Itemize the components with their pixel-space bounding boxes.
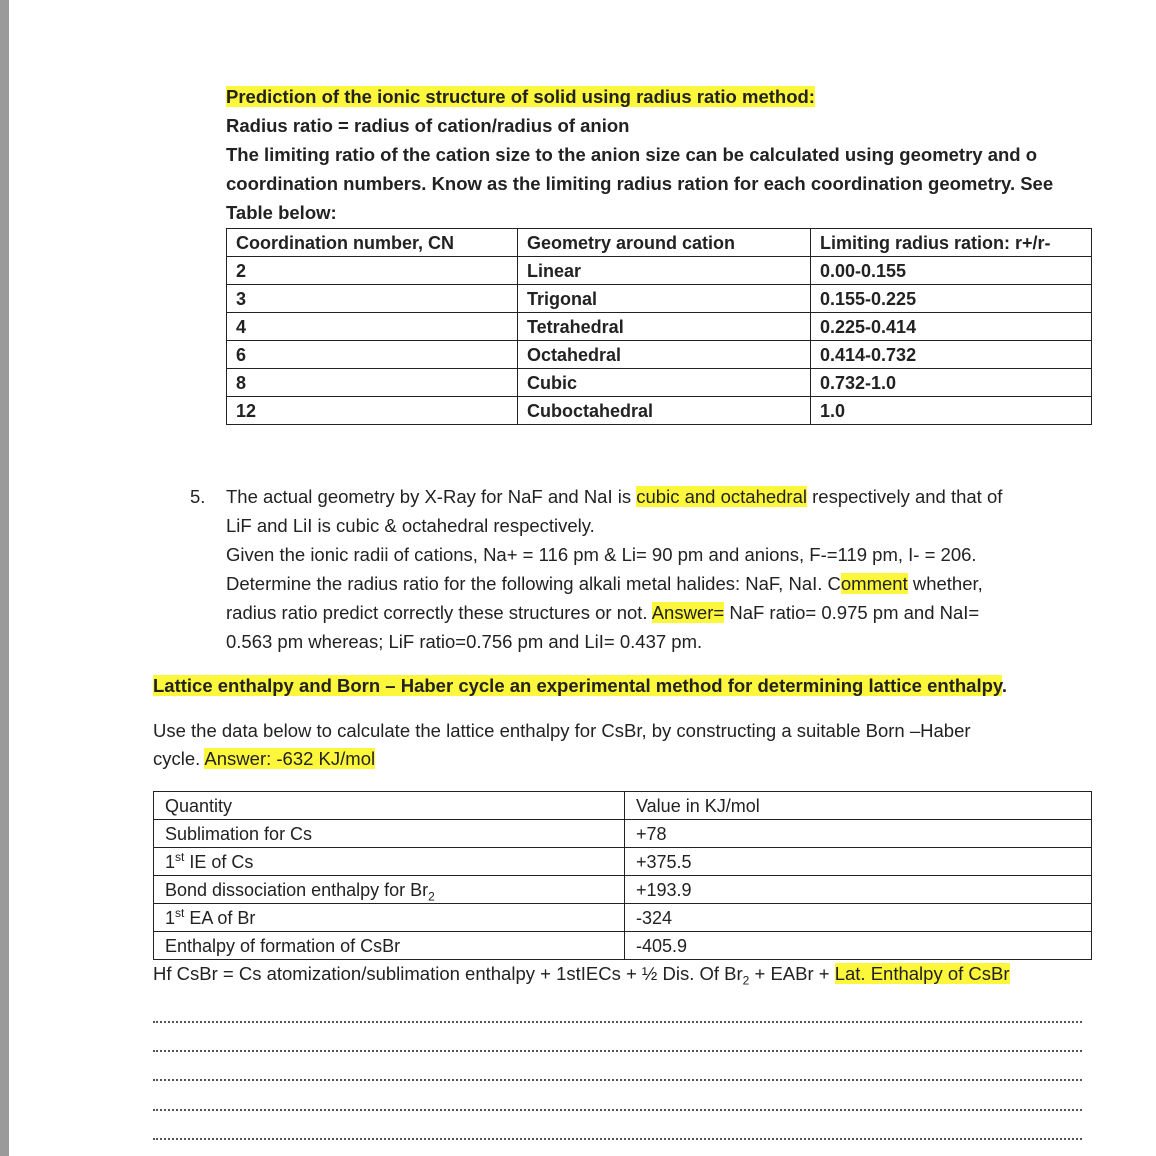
geometry-cell: Linear [518,257,811,285]
cn-cell: 12 [227,397,518,425]
table-row [227,369,1092,397]
geometry-cell: Cuboctahedral [518,397,811,425]
intro-line-2: coordination numbers. Know as the limiting radius ration for each coordination geometry. See [226,173,1054,194]
ratio-cell: 0.155-0.225 [811,285,1092,313]
coordination-table [226,228,1092,425]
header-limiting-ratio: Limiting radius ration: r+/r- [811,229,1092,257]
q5-line-3: Given the ionic radii of cations, Na+ = 116 pm & Li= 90 pm and anions, F-=119 pm, I- = 206. [226,544,977,565]
ratio-cell: 0.225-0.414 [811,313,1092,341]
lattice-instruction: Use the data below to calculate the lattice enthalpy for CsBr, by constructing a suitable Born –Haber [153,720,971,741]
header-cn: Coordination number, CN [227,229,518,257]
highlight-lattice-enthalpy: Lat. Enthalpy of CsBr [834,963,1010,984]
cn-cell: 8 [227,369,518,397]
lattice-title: Lattice enthalpy and Born – Haber cycle an experimental method for determining lattice enthalpy. [153,675,1007,696]
q5-line-2: LiF and LiI is cubic & octahedral respectively. [226,515,595,536]
quantity-cell: Enthalpy of formation of CsBr [154,932,625,960]
table-row [154,932,1092,960]
header-quantity: Quantity [154,792,625,820]
quantity-cell: 1st EA of Br [154,904,625,932]
ratio-cell: 0.00-0.155 [811,257,1092,285]
table-row [227,313,1092,341]
cn-cell: 6 [227,341,518,369]
lattice-instruction-cont: cycle. Answer: -632 KJ/mol [153,748,376,769]
highlight-cubic-octahedral: cubic and octahedral [636,486,807,507]
quantity-cell: Bond dissociation enthalpy for $Br_2$ [154,876,625,904]
value-cell: +193.9 [625,876,1092,904]
answer-line [153,1079,1082,1081]
q5-line-6: 0.563 pm whereas; LiF ratio=0.756 pm and LiI= 0.437 pm. [226,631,703,652]
geometry-cell: Trigonal [518,285,811,313]
table-row [227,397,1092,425]
table-row [227,257,1092,285]
highlight-answer: Answer= [651,602,725,623]
table-row [227,341,1092,369]
cn-cell: 4 [227,313,518,341]
value-cell: +375.5 [625,848,1092,876]
radius-ratio-definition: Radius ratio = radius of cation/radius of anion [226,115,630,136]
question-number: 5. [190,486,206,507]
header-geometry: Geometry around cation [518,229,811,257]
ratio-cell: 0.414-0.732 [811,341,1092,369]
table-row [227,285,1092,313]
cn-cell: 2 [227,257,518,285]
q5-line-5: radius ratio predict correctly these structures or not. Answer= NaF ratio= 0.975 pm and NaI= [226,602,980,623]
highlight-lattice-answer: Answer: -632 KJ/mol [204,748,376,769]
ratio-cell: 1.0 [811,397,1092,425]
intro-line-3: Table below: [226,202,337,223]
highlight-comment: omment [840,573,908,594]
header-value: Value in KJ/mol [625,792,1092,820]
quantity-cell: 1st IE of Cs [154,848,625,876]
value-cell: -405.9 [625,932,1092,960]
section-title: Prediction of the ionic structure of solid using radius ratio method: [226,86,815,107]
table-row [154,904,1092,932]
value-cell: +78 [625,820,1092,848]
table-row [154,848,1092,876]
question-5-body [226,482,1106,656]
intro-line-1: The limiting ratio of the cation size to the anion size can be calculated using geometry and o [226,144,1038,165]
value-cell: -324 [625,904,1092,932]
table-row [154,876,1092,904]
radius-ratio-section [226,82,1106,227]
table-row [154,820,1092,848]
geometry-cell: Cubic [518,369,811,397]
geometry-cell: Tetrahedral [518,313,811,341]
geometry-cell: Octahedral [518,341,811,369]
q5-line-1: The actual geometry by X-Ray for NaF and NaI is cubic and octahedral respectively and that of [226,486,1003,507]
q5-line-4: Determine the radius ratio for the following alkali metal halides: NaF, NaI. Comment whether, [226,573,983,594]
quantity-table [153,791,1092,960]
answer-line [153,1050,1082,1052]
answer-line [153,1021,1082,1023]
table-header-row [227,229,1092,257]
table-header-row [154,792,1092,820]
window-left-edge [0,0,9,1156]
cn-cell: 3 [227,285,518,313]
hess-formula: Hf CsBr = Cs atomization/sublimation enthalpy + 1stIECs + ½ Dis. Of $Br_2$ + EABr + Lat. Enthalpy of CsBr [153,963,1010,988]
quantity-cell: Sublimation for Cs [154,820,625,848]
ratio-cell: 0.732-1.0 [811,369,1092,397]
answer-line [153,1109,1082,1111]
answer-line [153,1138,1082,1140]
